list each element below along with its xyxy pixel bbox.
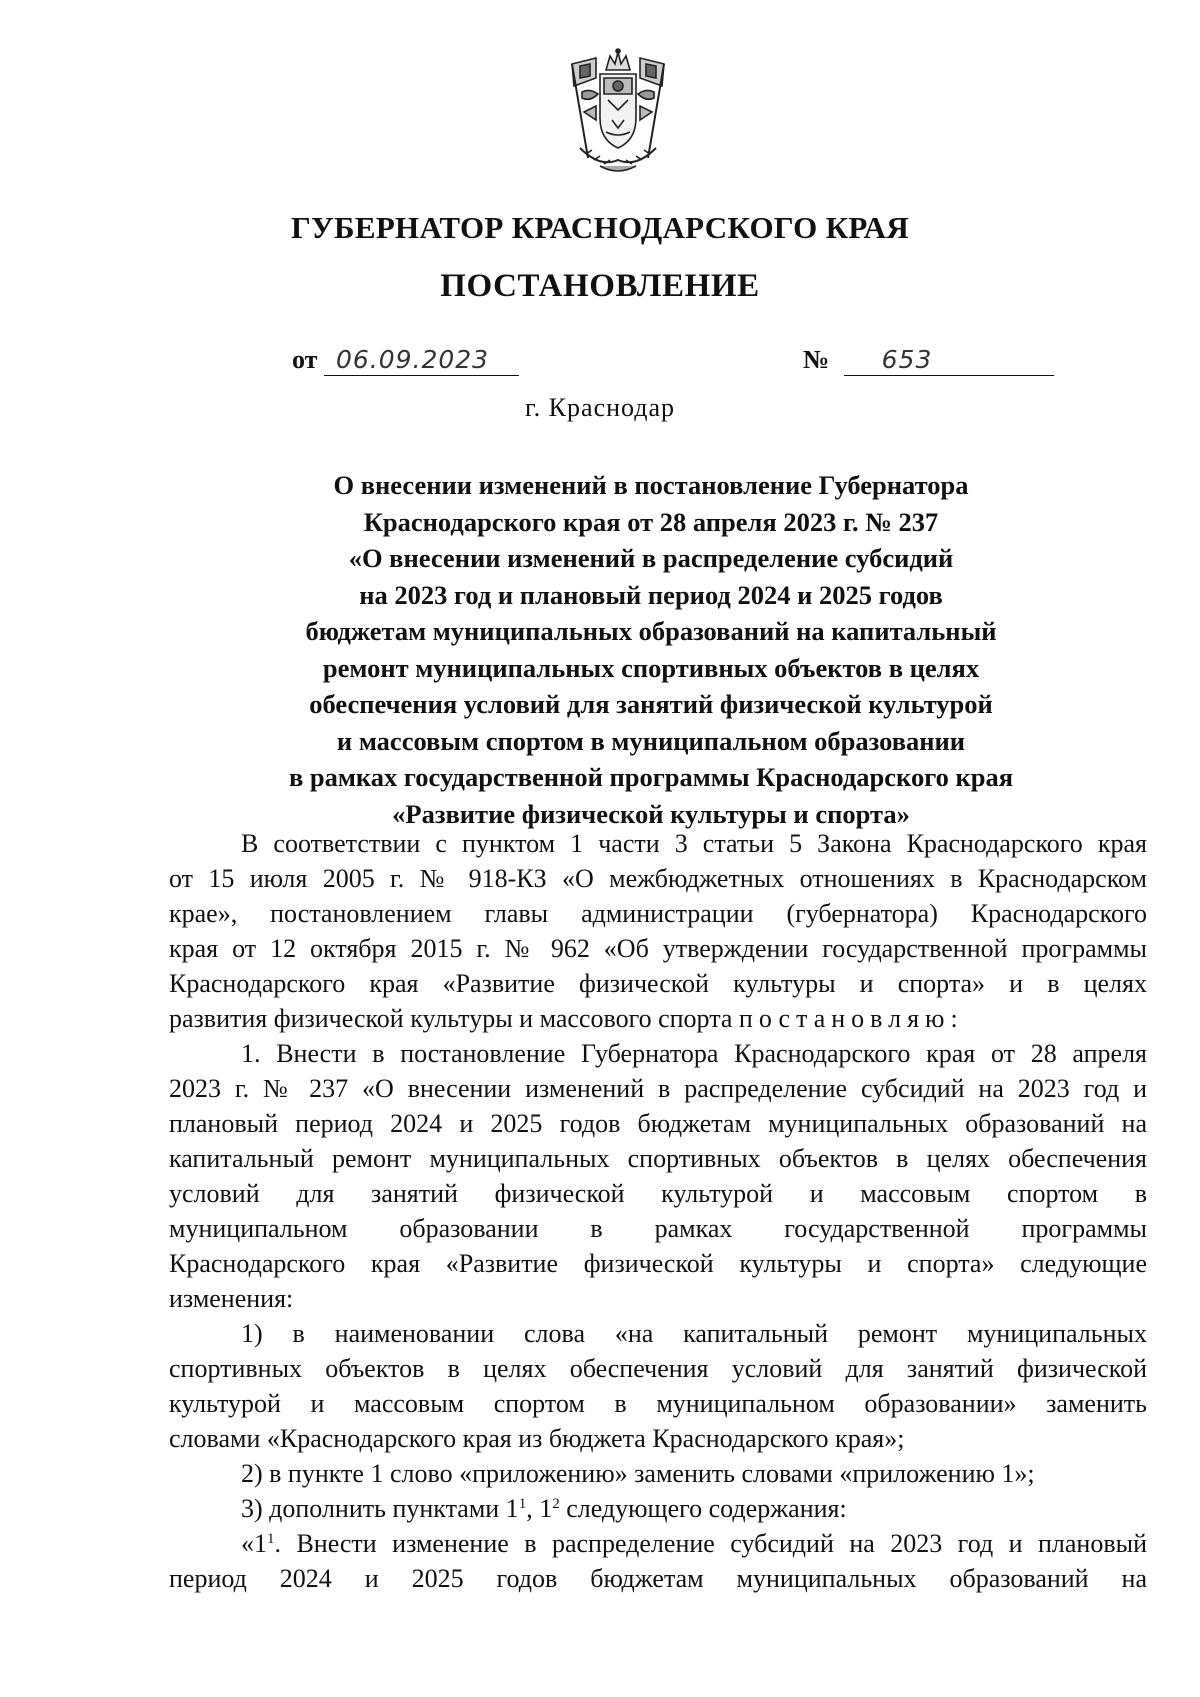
body-line-text: . Внести изменение в распределение субсидий на 2023 год и плановый bbox=[274, 1529, 1147, 1558]
body-line: крае», постановлением главы администрации (губернатора) Краснодарского bbox=[169, 899, 1147, 928]
body-line: Краснодарского края «Развитие физической культуры и спорта» и в целях bbox=[169, 969, 1147, 998]
subject-line: «Развитие физической культуры и спорта» bbox=[392, 798, 910, 829]
body-line: плановый период 2024 и 2025 годов бюджетам муниципальных образований на bbox=[169, 1109, 1147, 1138]
preamble-paragraph bbox=[169, 826, 1147, 1036]
subject-line: обеспечения условий для занятий физической культурой bbox=[309, 689, 993, 719]
body-line: муниципальном образовании в рамках государственной программы bbox=[169, 1214, 1147, 1243]
body-line: 1) в наименовании слова «на капитальный ремонт муниципальных bbox=[241, 1319, 1147, 1348]
document-date-handwritten: 06.09.2023 bbox=[324, 345, 519, 376]
document-type-heading: ПОСТАНОВЛЕНИЕ bbox=[440, 268, 760, 304]
body-line: условий для занятий физической культурой и массовым спортом в bbox=[169, 1179, 1147, 1208]
coat-of-arms-emblem bbox=[560, 48, 676, 178]
body-line: изменения: bbox=[169, 1284, 294, 1313]
body-line bbox=[169, 1491, 1147, 1526]
decree-word: постановляю: bbox=[738, 1004, 964, 1033]
body-line bbox=[169, 1526, 1147, 1561]
body-line: 2023 г. № 237 «О внесении изменений в распределение субсидий на 2023 год и bbox=[169, 1074, 1147, 1103]
body-line: Краснодарского края «Развитие физической культуры и спорта» следующие bbox=[169, 1249, 1147, 1278]
body-line-text: следующего содержания: bbox=[559, 1494, 847, 1523]
body-line: период 2024 и 2025 годов бюджетам муниципальных образований на bbox=[169, 1564, 1147, 1593]
subject-line: бюджетам муниципальных образований на капитальный bbox=[305, 616, 997, 646]
body-line: края от 12 октября 2015 г. № 962 «Об утверждении государственной программы bbox=[169, 934, 1147, 963]
item-1-paragraph bbox=[169, 1036, 1147, 1316]
subitem-2-paragraph bbox=[169, 1456, 1147, 1491]
subitem-1-paragraph bbox=[169, 1316, 1147, 1456]
subject-line: ремонт муниципальных спортивных объектов в целях bbox=[322, 652, 980, 683]
body-line: капитальный ремонт муниципальных спортивных объектов в целях обеспечения bbox=[169, 1144, 1147, 1173]
subject-line: О внесении изменений в постановление Губернатора bbox=[333, 470, 969, 500]
superscript: 1 bbox=[267, 1531, 275, 1547]
body-line-text: развития физической культуры и массового спорта bbox=[169, 1004, 733, 1033]
document-date-line bbox=[292, 345, 519, 376]
body-line: спортивных объектов в целях обеспечения условий для занятий физической bbox=[169, 1354, 1147, 1383]
body-line-text: «1 bbox=[241, 1529, 267, 1558]
body-line: 2) в пункте 1 слово «приложению» заменить словами «приложению 1»; bbox=[241, 1459, 1035, 1488]
body-line: В соответствии с пунктом 1 части 3 статьи 5 Закона Краснодарского края bbox=[241, 829, 1147, 858]
body-line: 1. Внести в постановление Губернатора Краснодарского края от 28 апреля bbox=[241, 1039, 1147, 1068]
date-prefix: от bbox=[292, 345, 318, 374]
subject-line: «О внесении изменений в распределение субсидий bbox=[348, 543, 954, 573]
subject-line: Краснодарского края от 28 апреля 2023 г. № 237 bbox=[363, 506, 939, 537]
document-number-line bbox=[803, 345, 1054, 376]
body-line-text: , 1 bbox=[526, 1494, 553, 1523]
document-number-handwritten: 653 bbox=[844, 345, 1054, 376]
document-body bbox=[169, 826, 1147, 1596]
body-line bbox=[169, 1001, 1147, 1036]
superscript: 2 bbox=[552, 1496, 560, 1512]
subitem-3-paragraph bbox=[169, 1491, 1147, 1526]
subject-line: на 2023 год и плановый период 2024 и 2025 годов bbox=[359, 579, 943, 610]
subject-line: в рамках государственной программы Краснодарского края bbox=[288, 762, 1014, 792]
quoted-point-paragraph bbox=[169, 1526, 1147, 1596]
issue-city: г. Краснодар bbox=[524, 393, 676, 422]
subject-line: и массовым спортом в муниципальном образовании bbox=[336, 725, 966, 756]
body-line: словами «Краснодарского края из бюджета Краснодарского края»; bbox=[169, 1424, 905, 1453]
document-subject-title bbox=[236, 467, 1066, 832]
body-line-text: 3) дополнить пунктами 1 bbox=[241, 1494, 519, 1523]
body-line: культурой и массовым спортом в муниципальном образовании» заменить bbox=[169, 1389, 1147, 1418]
issuing-authority-title: ГУБЕРНАТОР КРАСНОДАРСКОГО КРАЯ bbox=[290, 210, 910, 245]
body-line: от 15 июля 2005 г. № 918-КЗ «О межбюджетных отношениях в Краснодарском bbox=[169, 864, 1147, 893]
superscript: 1 bbox=[518, 1496, 527, 1512]
number-prefix: № bbox=[803, 345, 830, 374]
